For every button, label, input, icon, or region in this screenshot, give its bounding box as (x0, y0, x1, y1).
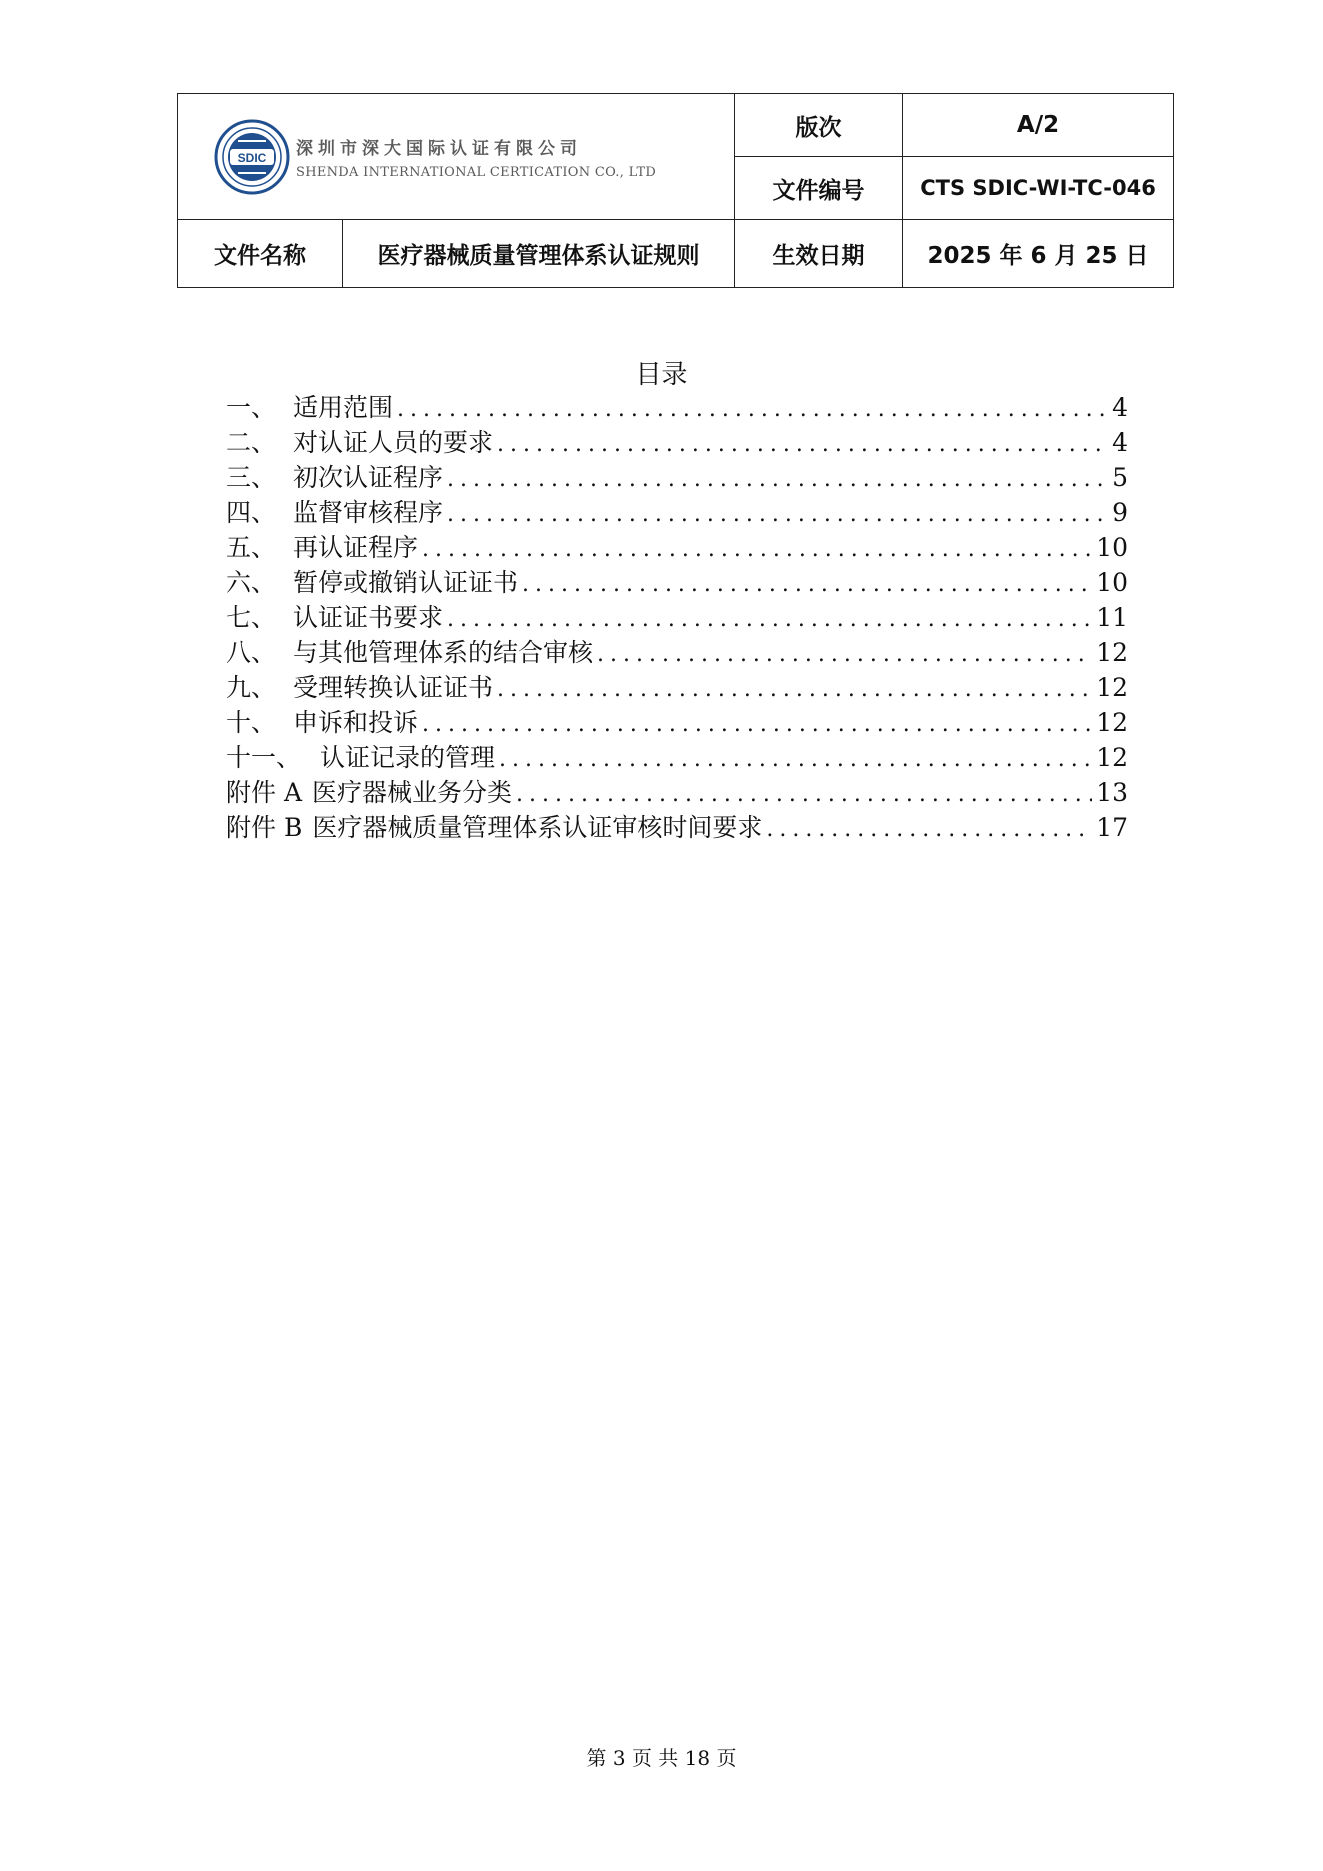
toc-item-page: 12 (1096, 743, 1128, 772)
table-of-contents (226, 390, 1128, 845)
toc-leader-dots (497, 672, 1092, 707)
toc-item[interactable] (226, 775, 1128, 810)
toc-item-title: 医疗器械质量管理体系认证审核时间要求 (312, 813, 763, 842)
toc-item-page: 4 (1112, 393, 1128, 422)
toc-item-title: 暂停或撤销认证证书 (293, 568, 519, 597)
sdic-logo-icon (214, 119, 290, 195)
toc-item[interactable] (226, 600, 1128, 635)
toc-item-title: 医疗器械业务分类 (312, 778, 513, 807)
toc-item[interactable] (226, 460, 1128, 495)
toc-leader-dots (522, 567, 1092, 602)
company-name-en: SHENDA INTERNATIONAL CERTICATION CO., LTD (296, 164, 657, 180)
toc-item-number: 附件 B (226, 813, 303, 842)
toc-item-page: 12 (1096, 638, 1128, 667)
version-value: A/2 (903, 94, 1174, 157)
toc-leader-dots (497, 427, 1108, 462)
toc-item-page: 17 (1096, 813, 1128, 842)
toc-item-page: 4 (1112, 428, 1128, 457)
toc-leader-dots (766, 812, 1092, 847)
toc-item-title: 申诉和投诉 (293, 708, 419, 737)
document-header-table (177, 93, 1174, 288)
logo-text: SDIC (237, 150, 267, 165)
toc-item[interactable] (226, 635, 1128, 670)
toc-item-title: 初次认证程序 (293, 463, 444, 492)
toc-item[interactable] (226, 425, 1128, 460)
toc-item-title: 监督审核程序 (293, 498, 444, 527)
toc-item-number: 五、 (226, 533, 277, 562)
document-number-value: CTS SDIC-WI-TC-046 (903, 157, 1174, 220)
toc-item[interactable] (226, 565, 1128, 600)
toc-item-number: 九、 (226, 673, 277, 702)
toc-item-page: 9 (1112, 498, 1128, 527)
company-logo-cell (178, 94, 735, 220)
toc-item[interactable] (226, 670, 1128, 705)
toc-leader-dots (422, 707, 1092, 742)
effective-date-label: 生效日期 (735, 220, 903, 288)
toc-item-number: 十一、 (226, 743, 302, 772)
toc-item-title: 认证证书要求 (293, 603, 444, 632)
toc-item-number: 十、 (226, 708, 277, 737)
toc-item-title: 受理转换认证证书 (293, 673, 494, 702)
toc-item-number: 八、 (226, 638, 277, 667)
effective-date-value: 2025 年 6 月 25 日 (903, 220, 1174, 288)
file-name-value: 医疗器械质量管理体系认证规则 (343, 220, 735, 288)
toc-item-number: 四、 (226, 498, 277, 527)
company-name-cn: 深圳市深大国际认证有限公司 (296, 138, 582, 159)
file-name-label: 文件名称 (178, 220, 343, 288)
toc-item-number: 附件 A (226, 778, 303, 807)
version-label: 版次 (735, 94, 903, 157)
toc-item-page: 10 (1096, 568, 1128, 597)
toc-item[interactable] (226, 810, 1128, 845)
document-number-label: 文件编号 (735, 157, 903, 220)
toc-leader-dots (516, 777, 1092, 812)
toc-item-title: 对认证人员的要求 (293, 428, 494, 457)
toc-item-title: 适用范围 (293, 393, 394, 422)
toc-item[interactable] (226, 705, 1128, 740)
toc-leader-dots (499, 742, 1092, 777)
toc-leader-dots (397, 392, 1108, 427)
toc-item-number: 七、 (226, 603, 277, 632)
toc-leader-dots (447, 497, 1108, 532)
toc-item-title: 与其他管理体系的结合审核 (293, 638, 594, 667)
toc-leader-dots (422, 532, 1092, 567)
toc-item-number: 二、 (226, 428, 277, 457)
toc-item-page: 12 (1096, 673, 1128, 702)
toc-item-page: 5 (1112, 463, 1128, 492)
toc-item[interactable] (226, 740, 1128, 775)
toc-item-number: 一、 (226, 393, 277, 422)
toc-item-title: 认证记录的管理 (320, 743, 496, 772)
toc-item[interactable] (226, 530, 1128, 565)
toc-item[interactable] (226, 495, 1128, 530)
toc-item-number: 三、 (226, 463, 277, 492)
toc-item-page: 11 (1096, 603, 1128, 632)
toc-leader-dots (447, 462, 1108, 497)
toc-item-title: 再认证程序 (293, 533, 419, 562)
toc-leader-dots (597, 637, 1092, 672)
toc-item-page: 13 (1096, 778, 1128, 807)
toc-item-number: 六、 (226, 568, 277, 597)
toc-item[interactable] (226, 390, 1128, 425)
toc-title: 目录 (635, 360, 688, 390)
toc-leader-dots (447, 602, 1092, 637)
toc-item-page: 10 (1096, 533, 1128, 562)
page-footer: 第 3 页 共 18 页 (586, 1746, 737, 1770)
toc-item-page: 12 (1096, 708, 1128, 737)
